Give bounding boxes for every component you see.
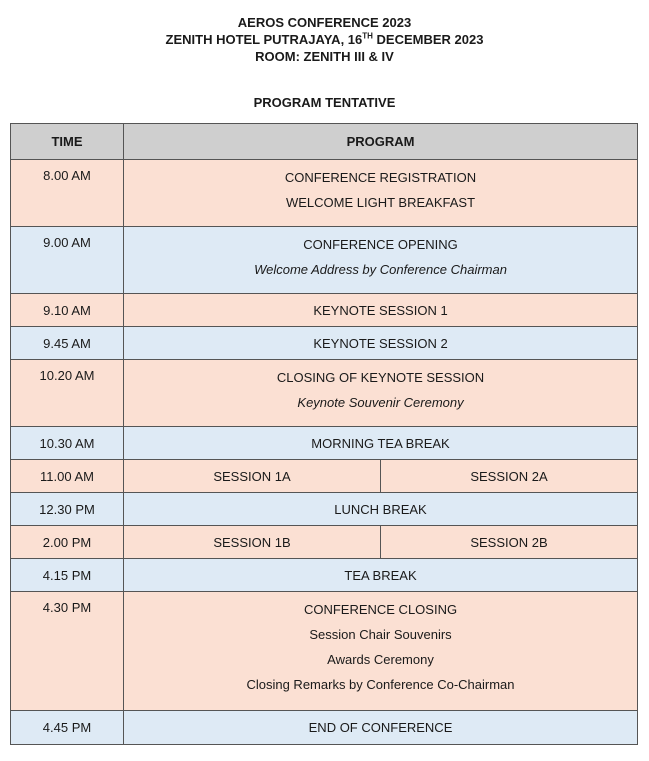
month-year-text: DECEMBER 2023	[372, 32, 484, 47]
row-time: 9.00 AM	[11, 227, 124, 294]
row-program: END OF CONFERENCE	[124, 711, 638, 745]
program-line: Keynote Souvenir Ceremony	[297, 395, 464, 410]
row-time: 2.00 PM	[11, 526, 124, 559]
row-time: 9.10 AM	[11, 294, 124, 327]
row-time: 10.20 AM	[11, 360, 124, 427]
row-program: MORNING TEA BREAK	[124, 427, 638, 460]
program-line: CLOSING OF KEYNOTE SESSION	[276, 370, 485, 385]
row-program: TEA BREAK	[124, 559, 638, 592]
date-suffix: TH	[362, 31, 373, 41]
row-time: 4.30 PM	[11, 592, 124, 711]
room-line: ROOM: ZENITH III & IV	[255, 49, 394, 64]
row-program: KEYNOTE SESSION 2	[124, 327, 638, 360]
row-program	[124, 160, 638, 227]
row-time: 10.30 AM	[11, 427, 124, 460]
time-column-header: TIME	[11, 124, 124, 160]
table-row	[11, 160, 638, 227]
row-time: 12.30 PM	[11, 493, 124, 526]
program-subtitle: PROGRAM TENTATIVE	[253, 95, 396, 110]
program-line: Session Chair Souvenirs	[309, 627, 452, 642]
program-table	[10, 123, 638, 745]
table-row	[11, 427, 638, 460]
row-time: 11.00 AM	[11, 460, 124, 493]
row-program: KEYNOTE SESSION 1	[124, 294, 638, 327]
table-row	[11, 294, 638, 327]
table-row	[11, 526, 638, 559]
row-time: 4.15 PM	[11, 559, 124, 592]
row-program	[124, 227, 638, 294]
program-line: Closing Remarks by Conference Co-Chairman	[246, 677, 515, 692]
program-line: Awards Ceremony	[327, 652, 434, 667]
venue-date-line	[0, 31, 649, 48]
table-row	[11, 460, 638, 493]
row-time: 9.45 AM	[11, 327, 124, 360]
row-time: 8.00 AM	[11, 160, 124, 227]
row-program	[124, 592, 638, 711]
program-line: Welcome Address by Conference Chairman	[254, 262, 507, 277]
table-row	[11, 711, 638, 745]
table-row	[11, 592, 638, 711]
table-row	[11, 559, 638, 592]
row-program	[124, 360, 638, 427]
program-line: CONFERENCE CLOSING	[303, 602, 458, 617]
conference-title: AEROS CONFERENCE 2023	[237, 15, 412, 30]
row-session-right: SESSION 2A	[381, 460, 638, 493]
program-column-header: PROGRAM	[124, 124, 638, 160]
table-row	[11, 227, 638, 294]
row-session-left: SESSION 1B	[124, 526, 381, 559]
venue-text: ZENITH HOTEL PUTRAJAYA, 16	[165, 32, 363, 47]
table-row	[11, 327, 638, 360]
program-line: CONFERENCE REGISTRATION	[284, 170, 477, 185]
table-row	[11, 493, 638, 526]
table-row	[11, 360, 638, 427]
row-program: LUNCH BREAK	[124, 493, 638, 526]
row-session-left: SESSION 1A	[124, 460, 381, 493]
program-line: WELCOME LIGHT BREAKFAST	[285, 195, 476, 210]
table-header-row	[11, 124, 638, 160]
document-header	[0, 14, 649, 65]
program-line: CONFERENCE OPENING	[303, 237, 458, 252]
row-time: 4.45 PM	[11, 711, 124, 745]
row-session-right: SESSION 2B	[381, 526, 638, 559]
